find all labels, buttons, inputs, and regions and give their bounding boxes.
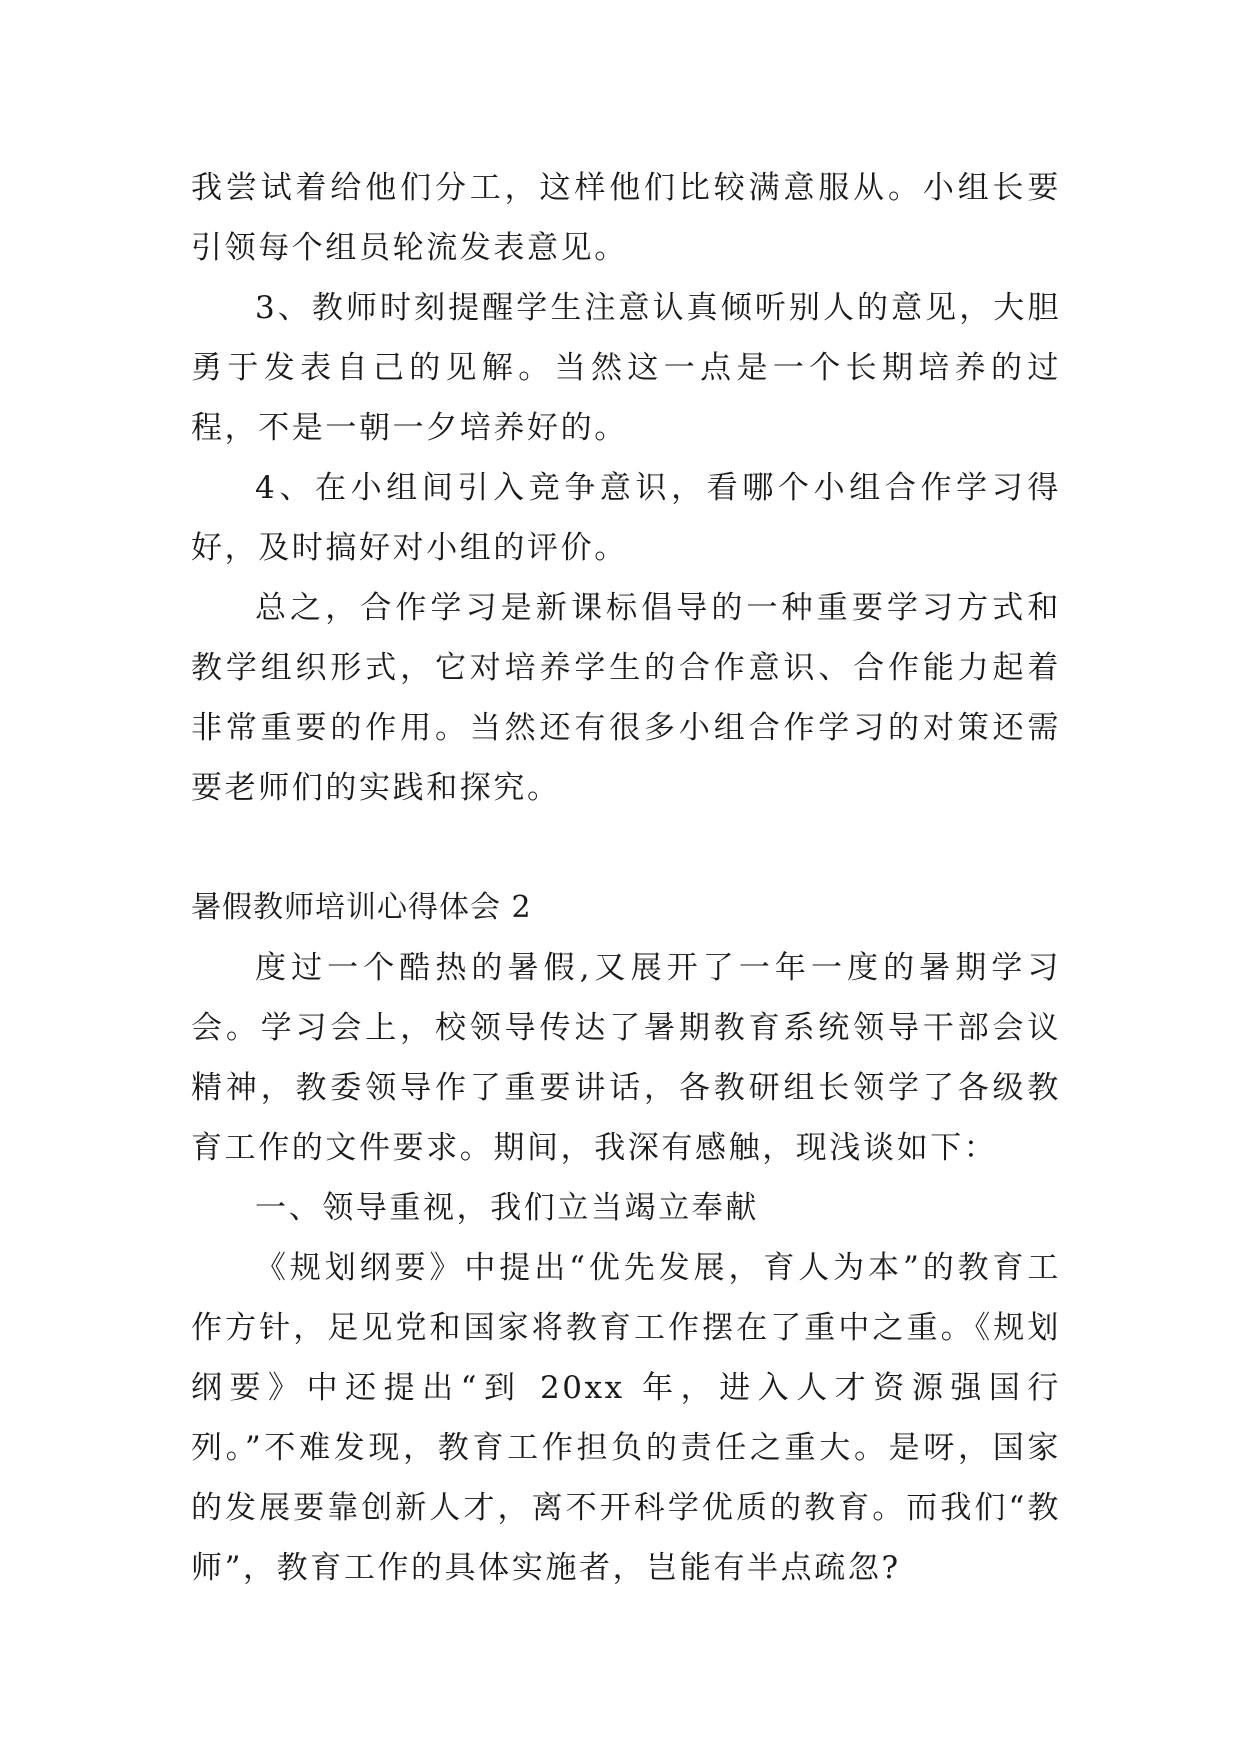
paragraph: 一、领导重视，我们立当竭立奉献: [255, 1190, 759, 1226]
paragraph: 我尝试着给他们分工，这样他们比较满意服从。小组长要引领每个组员轮流发表意见。: [191, 170, 1061, 266]
section-spacer: [191, 818, 1061, 878]
paragraph: 4、在小组间引入竞争意识，看哪个小组合作学习得好，及时搞好对小组的评价。: [191, 470, 1061, 566]
paragraph: 总之，合作学习是新课标倡导的一种重要学习方式和教学组织形式，它对培养学生的合作意识、合作能力起着非常重要的作用。当然还有很多小组合作学习的对策还需要老师们的实践和探究。: [191, 590, 1061, 806]
paragraph: 《规划纲要》中提出“优先发展，育人为本”的教育工作方针，足见党和国家将教育工作摆在了重中之重。《规划纲要》中还提出“到 20xx 年，进入人才资源强国行列。”不难发现，教育工作担负的责任之重大。是呀，国家的发展要靠创新人才，离不开科学优质的教育。而我们“教师”，教育工作的具体实施者，岂能有半点疏忽?: [191, 1250, 1061, 1586]
paragraph: 度过一个酷热的暑假,又展开了一年一度的暑期学习会。学习会上，校领导传达了暑期教育系统领导干部会议精神，教委领导作了重要讲话，各教研组长领学了各级教育工作的文件要求。期间，我深有感触，现浅谈如下：: [191, 950, 1061, 1166]
paragraph: 3、教师时刻提醒学生注意认真倾听别人的意见，大胆勇于发表自己的见解。当然这一点是一个长期培养的过程，不是一朝一夕培养好的。: [191, 290, 1061, 446]
document-body: [191, 158, 1061, 1598]
section-heading: 暑假教师培训心得体会 2: [191, 890, 532, 925]
